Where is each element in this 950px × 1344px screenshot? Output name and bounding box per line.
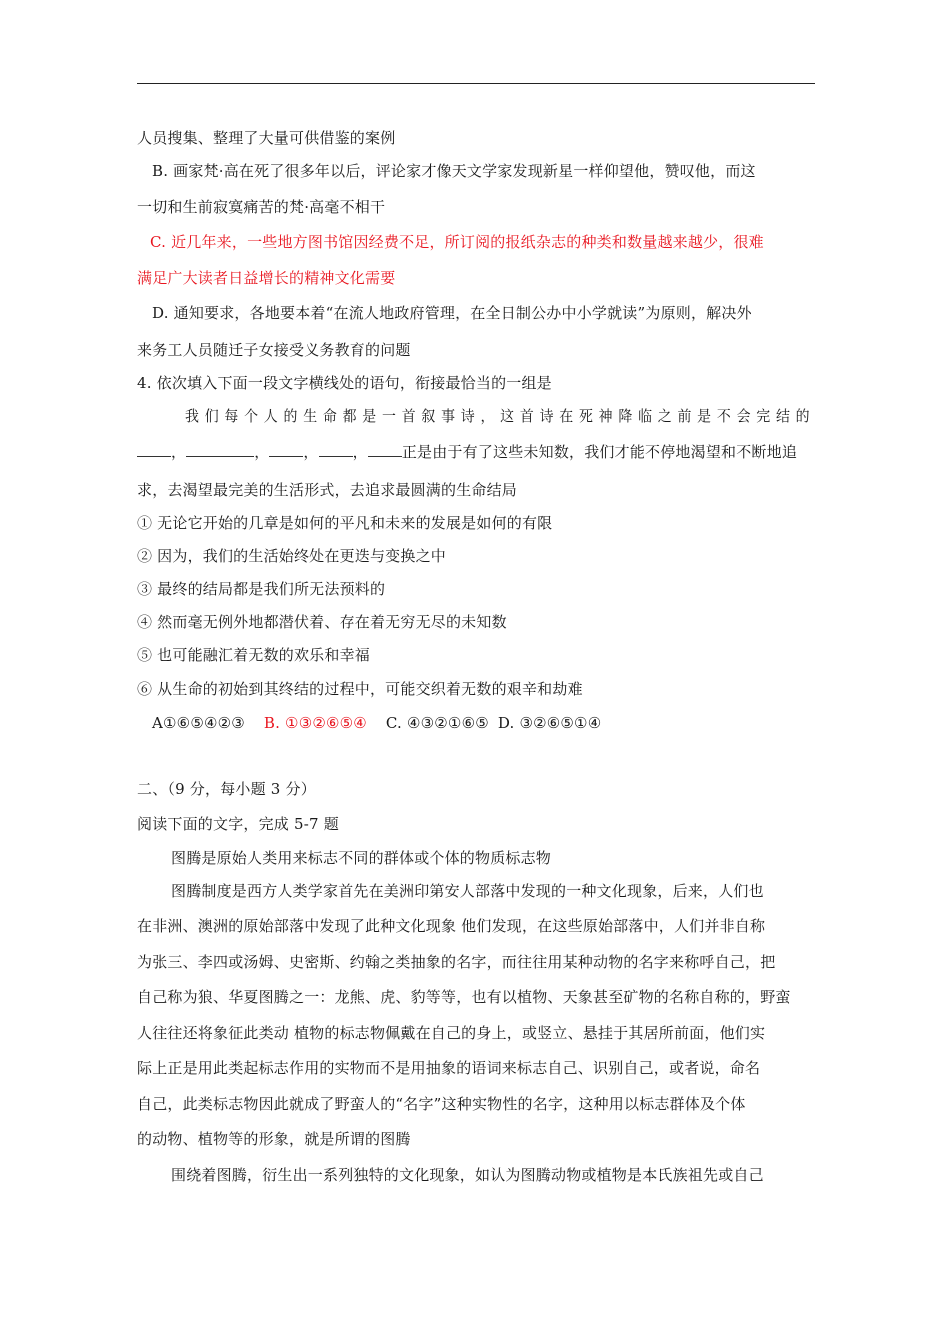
- paragraph-2-line: 在非洲、澳洲的原始部落中发现了此种文化现象 他们发现，在这些原始部落中，人们并非自称: [137, 917, 766, 935]
- q4-item: ② 因为，我们的生活始终处在更迭与变换之中: [137, 547, 446, 565]
- q3-option-b-line2: 一切和生前寂寞痛苦的梵·高毫不相干: [137, 198, 386, 216]
- paragraph-2-line: 为张三、李四或汤姆、史密斯、约翰之类抽象的名字，而往往用某种动物的名字来称呼自己，把: [137, 953, 776, 971]
- reading-instruction: 阅读下面的文字，完成 5-7 题: [137, 815, 339, 833]
- fill-blank[interactable]: [269, 442, 303, 457]
- section-heading: 二、（9 分，每小题 3 分）: [137, 780, 316, 798]
- paragraph-2-line: 人往往还将象征此类动 植物的标志物佩戴在自己的身上，或竖立、悬挂于其居所前面，他们实: [137, 1024, 766, 1042]
- q4-answer-options: [152, 713, 601, 733]
- q4-item: ⑥ 从生命的初始到其终结的过程中，可能交织着无数的艰辛和劫难: [137, 680, 583, 698]
- answer-d: D. ③②⑥⑤①④: [497, 714, 602, 732]
- paragraph-2-line: 际上正是用此类起标志作用的实物而不是用抽象的语词来标志自己、识别自己，或者说，命名: [137, 1059, 761, 1077]
- q4-item: ⑤ 也可能融汇着无数的欢乐和幸福: [137, 646, 370, 664]
- fill-blank[interactable]: [137, 442, 171, 457]
- continuation-text: 人员搜集、整理了大量可供借鉴的案例: [137, 129, 396, 147]
- q3-option-d-line2: 来务工人员随迁子女接受义务教育的问题: [137, 341, 411, 359]
- paragraph-1: 图腾是原始人类用来标志不同的群体或个体的物质标志物: [171, 849, 552, 867]
- paragraph-2-line: 的动物、植物等的形象，就是所谓的图腾: [137, 1130, 411, 1148]
- fill-blank[interactable]: [368, 442, 402, 457]
- q4-passage-line2: ， ， ， ， 正是由于有了这些未知数，我们才能不停地渴望和不断地追: [137, 442, 797, 462]
- q3-option-b-line1: B. 画家梵·高在死了很多年以后，评论家才像天文学家发现新星一样仰望他，赞叹他，而这: [152, 162, 756, 180]
- fill-blank[interactable]: [319, 442, 353, 457]
- q3-option-d-line1: D. 通知要求，各地要本着“在流人地政府管理，在全日制公办中小学就读”为原则，解决外: [152, 304, 752, 322]
- q4-passage-line1: 我们每个人的生命都是一首叙事诗，这首诗在死神降临之前是不会完结的: [185, 407, 816, 425]
- answer-a: A①⑥⑤④②③: [152, 714, 245, 732]
- answer-b: B. ①③②⑥⑤④: [263, 714, 367, 732]
- q4-stem: 4. 依次填入下面一段文字横线处的语句，衔接最恰当的一组是: [137, 374, 552, 392]
- q4-item: ④ 然而毫无例外地都潜伏着、存在着无穷无尽的未知数: [137, 613, 507, 631]
- header-rule: [137, 83, 815, 84]
- q4-passage-line3: 求，去渴望最完美的生活形式，去追求最圆满的生命结局: [137, 481, 518, 499]
- fill-blank[interactable]: [186, 442, 254, 457]
- q3-option-c-line2: 满足广大读者日益增长的精神文化需要: [137, 269, 396, 287]
- paragraph-2-line: 自己，此类标志物因此就成了野蛮人的“名字”这种实物性的名字，这种用以标志群体及个体: [137, 1095, 746, 1113]
- q3-option-c-line1: C. 近几年来，一些地方图书馆因经费不足，所订阅的报纸杂志的种类和数量越来越少，很难: [150, 233, 764, 251]
- answer-c: C. ④③②①⑥⑤: [385, 714, 489, 732]
- paragraph-3-line: 围绕着图腾，衍生出一系列独特的文化现象，如认为图腾动物或植物是本氏族祖先或自己: [171, 1166, 764, 1184]
- paragraph-2-line: 图腾制度是西方人类学家首先在美洲印第安人部落中发现的一种文化现象，后来，人们也: [171, 882, 764, 900]
- paragraph-2-line: 自己称为狼、华夏图腾之一：龙熊、虎、豹等等，也有以植物、天象甚至矿物的名称自称的，野蛮: [137, 988, 791, 1006]
- q4-item: ① 无论它开始的几章是如何的平凡和未来的发展是如何的有限: [137, 514, 553, 532]
- q4-item: ③ 最终的结局都是我们所无法预料的: [137, 580, 386, 598]
